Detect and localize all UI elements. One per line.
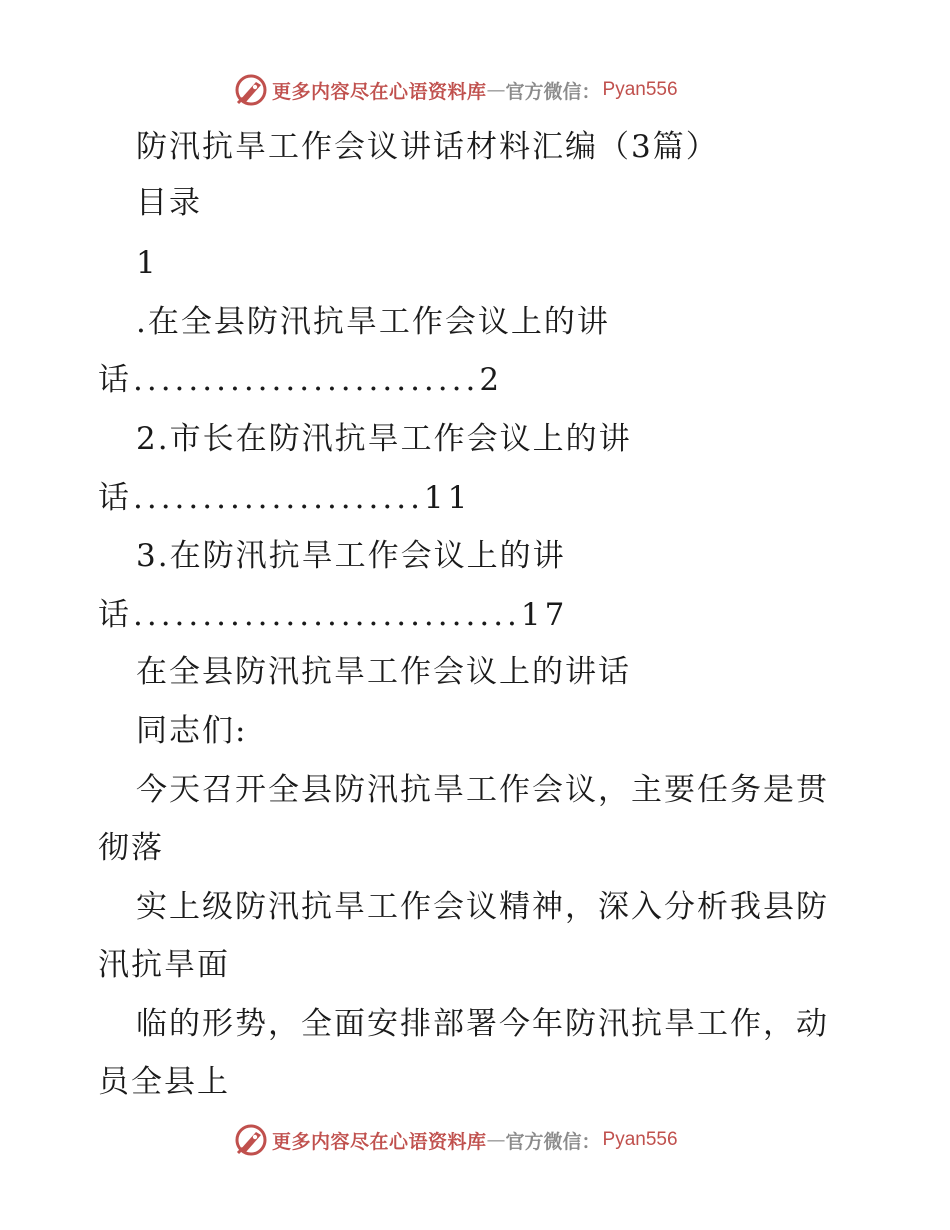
- paragraph-1-line-1: 今天召开全县防汛抗旱工作会议，主要任务是贯: [136, 772, 829, 808]
- document-title: 防汛抗旱工作会议讲话材料汇编（3篇）: [136, 129, 719, 165]
- pen-nib-logo-icon: [234, 1123, 268, 1157]
- toc-item-1-number: 1: [136, 245, 158, 281]
- paragraph-1-line-2: 彻落: [98, 830, 164, 866]
- toc-item-1-page[interactable]: 话.........................2: [98, 362, 504, 398]
- toc-item-2-title[interactable]: 2.市长在防汛抗旱工作会议上的讲: [136, 421, 632, 457]
- footer-watermark: [234, 1122, 714, 1158]
- watermark-official-label: 官方微信：: [505, 1130, 601, 1153]
- watermark-separator: —: [486, 79, 506, 101]
- watermark-wechat-id: Pyan556: [602, 1129, 678, 1150]
- section-title: 在全县防汛抗旱工作会议上的讲话: [136, 654, 631, 690]
- watermark-separator: —: [486, 1129, 506, 1151]
- header-watermark: [234, 72, 714, 108]
- toc-item-3-title[interactable]: 3.在防汛抗旱工作会议上的讲: [136, 538, 566, 574]
- toc-item-3-page[interactable]: 话............................17: [98, 597, 569, 633]
- paragraph-2-line-2: 汛抗旱面: [98, 947, 230, 983]
- paragraph-3-line-1: 临的形势，全面安排部署今年防汛抗旱工作，动: [136, 1006, 829, 1042]
- watermark-main-text: 更多内容尽在心语资料库: [272, 1130, 487, 1153]
- toc-heading: 目录: [136, 185, 202, 221]
- salutation: 同志们:: [136, 713, 248, 749]
- watermark-wechat-id: Pyan556: [602, 79, 678, 100]
- toc-item-2-page[interactable]: 话.....................11: [98, 480, 472, 516]
- paragraph-2-line-1: 实上级防汛抗旱工作会议精神，深入分析我县防: [136, 889, 829, 925]
- pen-nib-logo-icon: [234, 73, 268, 107]
- toc-item-1-title[interactable]: .在全县防汛抗旱工作会议上的讲: [136, 304, 610, 340]
- watermark-official-label: 官方微信：: [505, 80, 601, 103]
- watermark-main-text: 更多内容尽在心语资料库: [272, 80, 487, 103]
- paragraph-3-line-2: 员全县上: [98, 1064, 230, 1100]
